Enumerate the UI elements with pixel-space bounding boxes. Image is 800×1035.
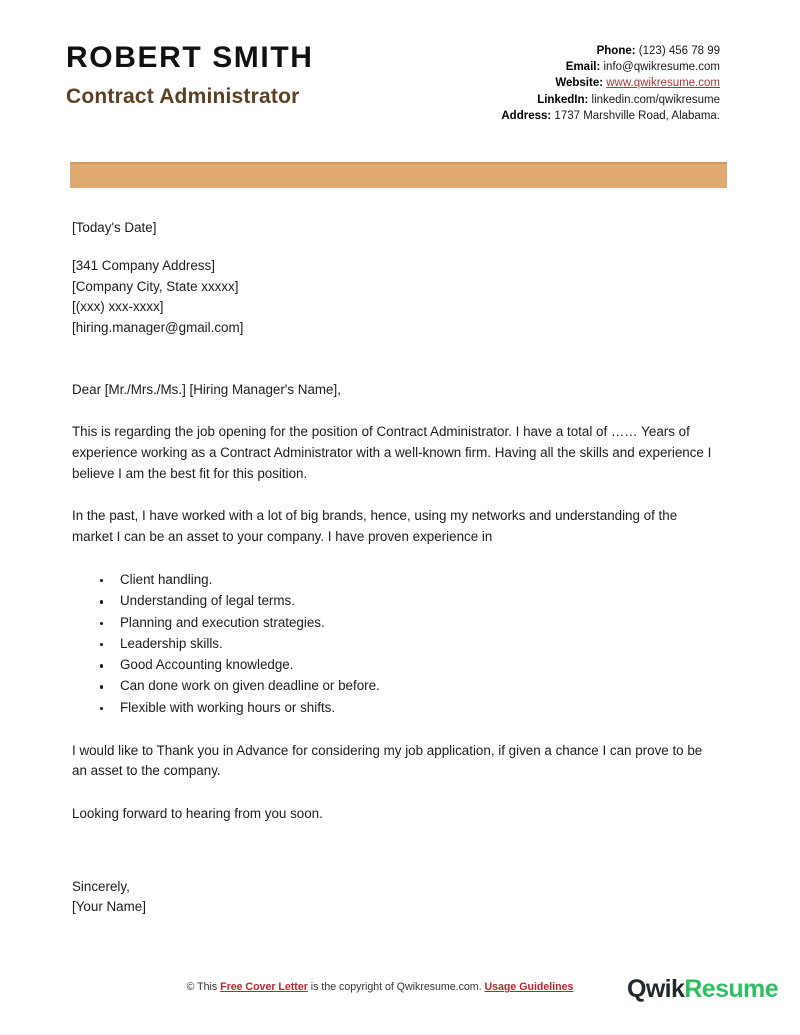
list-item: Can done work on given deadline or before.: [120, 676, 720, 697]
qwikresume-logo: [627, 973, 778, 1005]
logo-text-resume: Resume: [684, 975, 778, 1003]
contact-phone-label: Phone:: [596, 45, 636, 57]
recipient-phone: [(xxx) xxx-xxxx]: [72, 299, 164, 314]
signature-spacer: [72, 847, 720, 877]
date-placeholder: [Today's Date]: [72, 220, 157, 235]
body-paragraph-4: Looking forward to hearing from you soon.: [72, 806, 323, 822]
contact-phone-value: (123) 456 78 99: [638, 45, 720, 57]
contact-website-link[interactable]: www.qwikresume.com: [606, 77, 720, 90]
candidate-name: ROBERT SMITH: [66, 41, 314, 74]
list-item: Good Accounting knowledge.: [120, 655, 720, 676]
free-cover-letter-link[interactable]: Free Cover Letter: [220, 981, 308, 993]
recipient-city-state-zip: [Company City, State xxxxx]: [72, 278, 239, 294]
recipient-address-block: [72, 256, 720, 338]
body-paragraph-2: In the past, I have worked with a lot of big brands, hence, using my networks and understanding of the market I can be an asset to your company. I have proven experience in: [72, 508, 678, 545]
contact-linkedin-value: linkedin.com/qwikresume: [591, 93, 720, 106]
contact-linkedin: [501, 92, 720, 108]
body-paragraph-1: This is regarding the job opening for the position of Contract Administrator. I have a total of …… Years of experience working as a Contract Administrator with a well-known firm. Having all the skills and experience I believe I am the best fit for this position.: [72, 424, 712, 481]
contact-email-value: info@qwikresume.com: [603, 61, 720, 74]
footer-copyright-middle: is the copyright of Qwikresume.com.: [310, 981, 482, 993]
body-paragraph-3: I would like to Thank you in Advance for considering my job application, if given a chance I can prove to be an asset to the company.: [72, 742, 703, 779]
contact-phone: [501, 43, 720, 59]
signature-block: [72, 847, 720, 918]
header-accent-bar: [70, 162, 727, 188]
letter-header: [0, 0, 800, 150]
list-item: Client handling.: [120, 570, 720, 591]
contact-linkedin-label: LinkedIn:: [537, 93, 589, 106]
recipient-street: [341 Company Address]: [72, 258, 215, 273]
contact-email-label: Email:: [565, 61, 601, 74]
contact-website: [501, 75, 720, 91]
identity-block: [66, 42, 314, 109]
contact-address-label: Address:: [501, 109, 552, 122]
contact-address: [501, 108, 720, 124]
recipient-email: [hiring.manager@gmail.com]: [72, 319, 244, 335]
list-item: Leadership skills.: [120, 634, 720, 655]
page-footer: [0, 973, 800, 1013]
signature-name-placeholder: [Your Name]: [72, 899, 146, 915]
contact-website-label: Website:: [555, 77, 604, 90]
usage-guidelines-link[interactable]: Usage Guidelines: [484, 981, 574, 993]
closing-word: Sincerely,: [72, 878, 130, 894]
letter-body: [72, 218, 720, 918]
contact-address-value: 1737 Marshville Road, Alabama.: [554, 109, 720, 122]
contact-details: [501, 43, 720, 124]
footer-copyright-prefix: © This: [186, 981, 218, 993]
contact-email: [501, 59, 720, 75]
candidate-job-title: Contract Administrator: [66, 84, 300, 108]
list-item: Understanding of legal terms.: [120, 591, 720, 612]
list-item: Flexible with working hours or shifts.: [120, 698, 720, 719]
skills-list: [72, 570, 720, 719]
logo-text-qwik: Qwik: [626, 975, 685, 1003]
salutation: Dear [Mr./Mrs./Ms.] [Hiring Manager's Name],: [72, 382, 341, 397]
list-item: Planning and execution strategies.: [120, 613, 720, 634]
